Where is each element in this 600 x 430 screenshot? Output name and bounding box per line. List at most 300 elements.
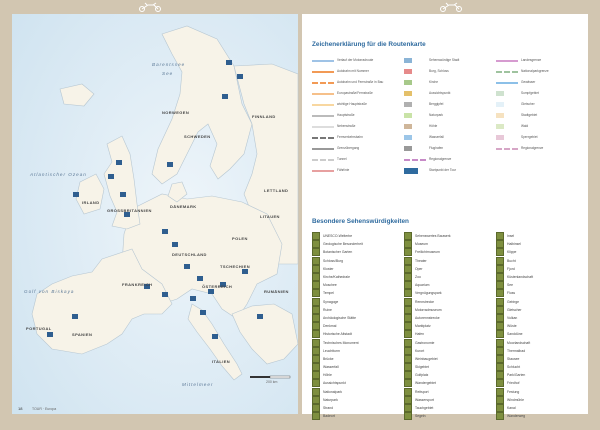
legend-symbol [312, 124, 334, 130]
sight-icon [496, 265, 504, 273]
sight-item [312, 240, 402, 248]
legend-item-label: Wasserfall [429, 134, 444, 139]
sight-label: Klippe [507, 250, 517, 255]
sight-icon [404, 232, 412, 240]
sight-label: Skigebiet [415, 365, 429, 370]
sight-icon [496, 363, 504, 371]
sight-item [496, 412, 586, 420]
sight-label: Wanderweg [507, 414, 525, 419]
sight-icon [404, 257, 412, 265]
sight-label: Museum [415, 242, 429, 247]
legend-column [496, 55, 584, 154]
sight-label: Festung [507, 389, 520, 394]
sight-icon [312, 322, 320, 330]
sight-icon [496, 240, 504, 248]
sight-label: Sanddüne [507, 332, 523, 337]
sight-label: Nationalpark [323, 389, 343, 394]
legend-item-label: Flughafen [429, 145, 444, 150]
legend-item-label: Berggipfel [429, 101, 444, 106]
sight-icon [404, 363, 412, 371]
sight-item [496, 371, 586, 379]
legend-symbol [404, 135, 426, 141]
europe-map[interactable] [12, 14, 298, 414]
sight-icon [496, 306, 504, 314]
legend-item [404, 88, 492, 99]
sight-icon [312, 257, 320, 265]
sight-item [312, 330, 402, 338]
sight-label: Segeln [415, 414, 426, 419]
sight-item [312, 371, 402, 379]
legend-item [496, 143, 584, 154]
sight-label: Fluss [507, 291, 516, 296]
sight-item [496, 330, 586, 338]
sight-icon [496, 248, 504, 256]
legend-symbol [312, 69, 334, 75]
sight-icon [404, 330, 412, 338]
sight-label: Naturpark [323, 397, 338, 402]
sight-item [496, 379, 586, 387]
sight-item [496, 273, 586, 281]
page-number: 18 [18, 406, 23, 411]
legend-symbol [312, 80, 334, 86]
sight-icon [312, 306, 320, 314]
sight-icon [496, 281, 504, 289]
sight-icon [496, 396, 504, 404]
sight-label: Hafen [415, 332, 425, 337]
sight-label: Küstenlandschaft [507, 275, 534, 280]
legend-page [302, 14, 588, 419]
sight-item [496, 363, 586, 371]
sight-icon [404, 412, 412, 420]
country-label: SCHWEDEN [184, 134, 211, 139]
legend-item-label: Kirche [429, 79, 439, 84]
legend-item [404, 132, 492, 143]
sight-label: Theater [415, 258, 427, 263]
sight-label: Vergnügungspark [415, 291, 442, 296]
legend-symbol [496, 124, 518, 130]
sight-label: Gletscher [507, 307, 522, 312]
legend-item [312, 66, 400, 77]
legend-symbol [496, 102, 518, 108]
legend-symbol [312, 146, 334, 152]
legend-symbol [404, 157, 426, 163]
legend-column [404, 55, 492, 176]
sight-item [496, 265, 586, 273]
legend-item [312, 99, 400, 110]
legend-item [496, 77, 584, 88]
legend-symbol [312, 157, 334, 163]
sight-item [404, 265, 494, 273]
legend-symbol [404, 113, 426, 119]
legend-grid [312, 55, 582, 211]
legend-item [404, 121, 492, 132]
country-label: LITAUEN [260, 214, 280, 219]
legend-symbol [496, 146, 518, 152]
legend-item-label: Sperrgebiet [521, 134, 538, 139]
sight-icon [312, 240, 320, 248]
legend-item-label: Gewässer [521, 79, 536, 84]
legend-item-label: Sehenswürdige Stadt [429, 57, 460, 62]
country-label: TSCHECHIEN [220, 264, 251, 269]
country-label: NORWEGEN [162, 110, 190, 115]
sight-icon [404, 265, 412, 273]
legend-item-label: Wald [521, 123, 529, 128]
sight-item [496, 232, 586, 240]
sight-item [404, 240, 494, 248]
page-footer: TOUR · Europa [32, 407, 57, 411]
sight-label: Archäologische Stätte [323, 315, 356, 320]
legend-symbol [312, 135, 334, 141]
legend-item [312, 121, 400, 132]
sight-label: Oper [415, 266, 423, 271]
legend-item-label: Europastraße/Fernstraße [337, 90, 373, 95]
country-label: POLEN [232, 236, 248, 241]
sight-item [312, 265, 402, 273]
legend-item-label: Startpunkt der Tour [429, 167, 457, 172]
country-label: FINNLAND [252, 114, 276, 119]
sight-icon [312, 330, 320, 338]
legend-item [496, 132, 584, 143]
legend-item [312, 77, 400, 88]
sight-item [496, 306, 586, 314]
sight-icon [496, 339, 504, 347]
legend-item [404, 66, 492, 77]
sight-item [496, 322, 586, 330]
sight-label: Insel [507, 234, 515, 239]
sight-icon [496, 232, 504, 240]
sight-item [404, 281, 494, 289]
sight-label: Fjord [507, 266, 515, 271]
sight-icon [312, 404, 320, 412]
legend-symbol [496, 69, 518, 75]
sea-label-barents: Barentssee [152, 62, 186, 67]
sight-item [496, 281, 586, 289]
scale-bar [250, 376, 290, 378]
sight-item [496, 289, 586, 297]
sights-column [404, 232, 494, 420]
sight-icon [312, 289, 320, 297]
legend-symbol [496, 58, 518, 64]
sight-label: Sehenswertes Bauwerk [415, 234, 451, 239]
sea-label-biscay: Golf von Biskaya [24, 289, 75, 294]
sight-item [404, 363, 494, 371]
sight-label: Autorennstrecke [415, 315, 440, 320]
sight-label: Wassersport [415, 397, 434, 402]
legend-item-label: Sumpfgebiet [521, 90, 539, 95]
sea-label-med: Mittelmeer [182, 382, 214, 387]
sight-label: Moorlandschaft [507, 340, 531, 345]
sight-item [312, 363, 402, 371]
sight-item [496, 396, 586, 404]
sight-item [496, 314, 586, 322]
sight-icon [404, 240, 412, 248]
sight-item [312, 338, 402, 346]
legend-item [496, 121, 584, 132]
legend-symbol [404, 124, 426, 130]
sight-item [404, 248, 494, 256]
sight-item [496, 355, 586, 363]
legend-item [496, 88, 584, 99]
legend-item [404, 55, 492, 66]
sight-label: Brücke [323, 356, 334, 361]
sight-icon [496, 298, 504, 306]
sight-label: Geologische Besonderheit [323, 242, 363, 247]
sight-item [496, 248, 586, 256]
sight-icon [496, 371, 504, 379]
legend-item [404, 99, 492, 110]
sight-item [496, 388, 586, 396]
sight-label: Motorradmuseum [415, 307, 442, 312]
sight-item [312, 404, 402, 412]
country-label: LETTLAND [264, 188, 289, 193]
sight-item [312, 388, 402, 396]
sight-icon [404, 298, 412, 306]
sight-item [496, 404, 586, 412]
sight-item [404, 379, 494, 387]
legend-item [404, 77, 492, 88]
sight-label: Denkmal [323, 324, 337, 329]
sight-item [312, 289, 402, 297]
sight-label: Halbinsel [507, 242, 521, 247]
sight-icon [404, 322, 412, 330]
legend-item-label: Naturpark [429, 112, 443, 117]
sight-label: Wandergebiet [415, 381, 436, 386]
sight-icon [496, 314, 504, 322]
sight-icon [404, 339, 412, 347]
sight-icon [496, 322, 504, 330]
sight-icon [312, 371, 320, 379]
sight-item [404, 322, 494, 330]
legend-item [312, 154, 400, 165]
sight-item [404, 338, 494, 346]
sight-label: Zoo [415, 275, 421, 280]
sight-item [404, 273, 494, 281]
legend-item-label: Gletscher [521, 101, 535, 106]
country-label: GROSSBRITANNIEN [107, 208, 152, 213]
legend-item [404, 165, 492, 176]
legend-symbol [496, 80, 518, 86]
sight-item [404, 347, 494, 355]
legend-item-label: wichtige Hauptstraße [337, 101, 367, 106]
sight-label: See [507, 283, 514, 288]
legend-symbol [404, 69, 426, 75]
legend-item-label: Grenzübergang [337, 145, 360, 150]
sight-label: Park/Garten [507, 373, 526, 378]
sight-icon [404, 289, 412, 297]
country-label: DEUTSCHLAND [172, 252, 207, 257]
sight-label: Vulkan [507, 315, 518, 320]
sight-label: Schlucht [507, 365, 521, 370]
sight-label: Ruine [323, 307, 332, 312]
sight-item [496, 240, 586, 248]
sight-label: Historische Altstadt [323, 332, 352, 337]
sight-icon [496, 404, 504, 412]
country-label: ITALIEN [212, 359, 231, 364]
sight-item [404, 388, 494, 396]
legend-symbol [312, 58, 334, 64]
sight-icon [404, 388, 412, 396]
country-label: DÄNEMARK [170, 204, 197, 209]
sights-column [496, 232, 586, 420]
sight-label: Aussichtspunkt [323, 381, 346, 386]
sight-label: Tauchgebiet [415, 406, 434, 411]
sight-icon [312, 347, 320, 355]
legend-symbol [404, 168, 426, 174]
sight-icon [312, 298, 320, 306]
sight-label: Botanischer Garten [323, 250, 353, 255]
sight-label: Kurort [415, 348, 425, 353]
sea-label-atlantic: Atlantischer Ozean [30, 172, 87, 177]
legend-symbol [404, 58, 426, 64]
sight-item [312, 322, 402, 330]
sight-item [404, 232, 494, 240]
sight-item [312, 396, 402, 404]
sight-icon [404, 273, 412, 281]
legend-item [312, 165, 400, 176]
sight-icon [404, 281, 412, 289]
sight-label: Weinbaugebiet [415, 356, 438, 361]
legend-item [312, 132, 400, 143]
sights-title: Besondere Sehenswürdigkeiten [312, 218, 409, 225]
sight-item [312, 347, 402, 355]
legend-item [496, 110, 584, 121]
legend-symbol [312, 102, 334, 108]
sights-column [312, 232, 402, 420]
sight-icon [312, 281, 320, 289]
legend-item-label: Aussichtspunkt [429, 90, 451, 95]
country-label: RUMÄNIEN [264, 289, 289, 294]
sight-icon [312, 248, 320, 256]
sight-label: Stausee [507, 356, 520, 361]
sight-item [404, 314, 494, 322]
legend-item-label: Verlauf der Motorradroute [337, 57, 374, 62]
sight-item [312, 248, 402, 256]
sight-icon [404, 347, 412, 355]
sight-item [312, 298, 402, 306]
sight-label: Aquarium [415, 283, 430, 288]
legend-item [496, 99, 584, 110]
sight-label: Strand [323, 406, 333, 411]
sight-item [496, 338, 586, 346]
sight-label: Rennstrecke [415, 299, 435, 304]
sight-icon [496, 379, 504, 387]
legend-item [312, 143, 400, 154]
legend-item [404, 143, 492, 154]
sight-label: Marktplatz [415, 324, 431, 329]
sight-item [404, 396, 494, 404]
sight-label: Badeort [323, 414, 335, 419]
sight-item [404, 306, 494, 314]
legend-symbol [404, 80, 426, 86]
legend-item-label: Autobahn und Fernstraße in Bau [337, 79, 384, 84]
legend-item [496, 66, 584, 77]
country-label: IRLAND [82, 200, 100, 205]
sight-icon [496, 355, 504, 363]
scale-label: 200 km [266, 380, 278, 384]
sight-label: Friedhof [507, 381, 520, 386]
legend-item-label: Nationalparkgrenze [521, 68, 549, 73]
sight-icon [312, 232, 320, 240]
legend-item-label: Höhle [429, 123, 438, 128]
sight-icon [496, 257, 504, 265]
sight-label: Synagoge [323, 299, 339, 304]
country-label: ÖSTERREICH [202, 284, 233, 289]
sight-icon [312, 355, 320, 363]
country-label: FRANKREICH [122, 282, 153, 287]
motorcycle-icon [436, 2, 466, 12]
sight-icon [312, 273, 320, 281]
sight-label: Schloss/Burg [323, 258, 343, 263]
sight-icon [312, 388, 320, 396]
sight-label: Kirche/Kathedrale [323, 275, 350, 280]
sight-item [312, 355, 402, 363]
sight-item [496, 257, 586, 265]
legend-item-label: Tunnel [337, 156, 347, 161]
sight-icon [312, 363, 320, 371]
sight-item [312, 281, 402, 289]
legend-item [404, 154, 492, 165]
sight-item [312, 273, 402, 281]
sight-icon [404, 371, 412, 379]
legend-column [312, 55, 400, 176]
legend-item [312, 88, 400, 99]
sight-item [404, 289, 494, 297]
sight-item [496, 347, 586, 355]
legend-item [496, 55, 584, 66]
legend-symbol [404, 102, 426, 108]
europe-map-page [12, 14, 298, 414]
sight-icon [496, 273, 504, 281]
sea-label-barents-see: See [162, 71, 174, 76]
sight-icon [312, 396, 320, 404]
sight-item [312, 379, 402, 387]
sight-item [404, 355, 494, 363]
legend-item-label: Burg, Schloss [429, 68, 449, 73]
legend-symbol [496, 113, 518, 119]
legend-symbol [496, 135, 518, 141]
sight-icon [404, 379, 412, 387]
sight-label: Golfplatz [415, 373, 429, 378]
legend-symbol [312, 91, 334, 97]
country-label: SPANIEN [72, 332, 93, 337]
sight-label: Bucht [507, 258, 516, 263]
legend-symbol [312, 168, 334, 174]
sight-item [404, 257, 494, 265]
legend-item [404, 110, 492, 121]
sight-icon [404, 248, 412, 256]
legend-item-label: Hauptstraße [337, 112, 355, 117]
sight-item [312, 412, 402, 420]
sight-icon [404, 355, 412, 363]
sight-label: Wasserfall [323, 365, 339, 370]
legend-item-label: Nebenstraße [337, 123, 356, 128]
sight-label: Gastronomie [415, 340, 435, 345]
legend-item [312, 110, 400, 121]
sight-icon [496, 388, 504, 396]
legend-symbol [404, 91, 426, 97]
sight-label: Kanal [507, 406, 516, 411]
sight-label: Reitsport [415, 389, 429, 394]
sight-label: Tempel [323, 291, 334, 296]
sight-item [404, 298, 494, 306]
legend-item-label: Fernverkehrsbahn [337, 134, 363, 139]
sight-item [404, 404, 494, 412]
legend-item [312, 55, 400, 66]
sight-icon [312, 314, 320, 322]
sight-item [496, 298, 586, 306]
sight-icon [496, 330, 504, 338]
sight-icon [312, 379, 320, 387]
